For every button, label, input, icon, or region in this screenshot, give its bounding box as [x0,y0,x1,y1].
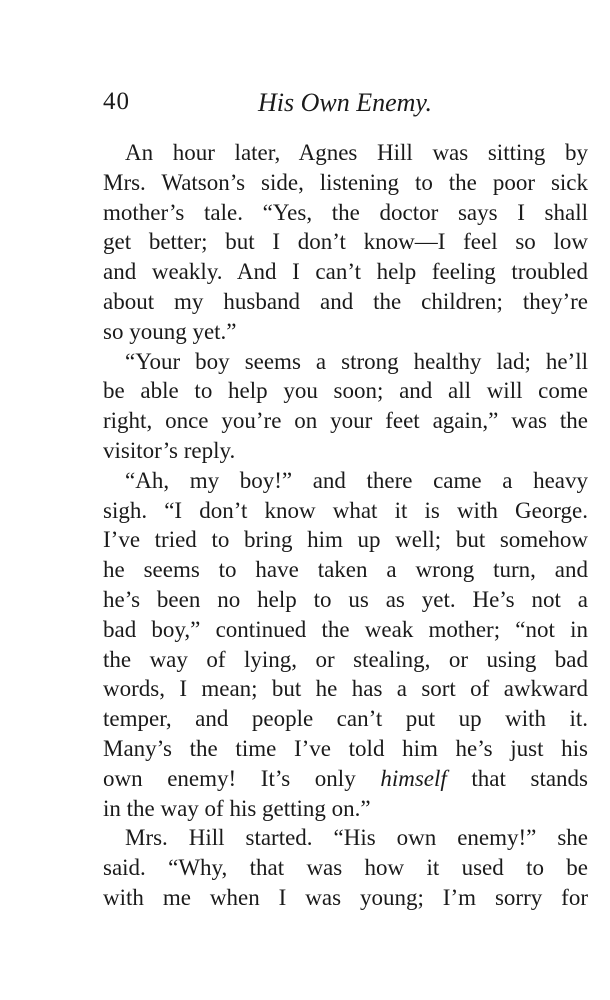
running-title: His Own Enemy. [258,88,433,117]
text-line: get better; but I don’t know—I feel so low [103,229,588,255]
text-line: “Your boy seems a strong healthy lad; he’ll [125,348,588,374]
text-line: Mrs. Watson’s side, listening to the poor sick [103,169,588,195]
text-line: about my husband and the children; they’re [103,288,588,314]
text-line: “Ah, my boy!” and there came a heavy [125,467,588,493]
text-line [103,764,588,794]
text-line: and weakly. And I can’t help feeling troubled [103,259,588,285]
text-line: be able to help you soon; and all will come [103,378,588,404]
text-line: the way of lying, or stealing, or using bad [103,646,588,672]
page-header [103,88,588,122]
body-text [103,138,588,913]
text-line: Many’s the time I’ve told him he’s just his [103,735,588,761]
text-line: mother’s tale. “Yes, the doctor says I shall [103,199,588,225]
text-line: in the way of his getting on.” [103,795,371,821]
page-number: 40 [103,88,130,115]
text-line: so young yet.” [103,318,237,344]
text-segment: own enemy! It’s only [103,765,381,791]
text-line: bad boy,” continued the weak mother; “not in [103,616,588,642]
text-line: sigh. “I don’t know what it is with George. [103,497,588,523]
text-line: An hour later, Agnes Hill was sitting by [125,140,588,165]
text-line: right, once you’re on your feet again,” was the [103,408,588,434]
text-segment: that stands [446,765,588,791]
text-line: I’ve tried to bring him up well; but somehow [103,527,588,553]
text-line: Mrs. Hill started. “His own enemy!” she [125,825,588,851]
text-line: said. “Why, that was how it used to be [103,855,588,881]
text-line: with me when I was young; I’m sorry for [103,884,588,910]
text-line: temper, and people can’t put up with it. [103,706,588,732]
emphasis-text: himself [380,765,447,791]
text-line: words, I mean; but he has a sort of awkward [103,676,588,702]
text-line: he seems to have taken a wrong turn, and [103,557,588,583]
text-line: he’s been no help to us as yet. He’s not a [103,586,588,612]
text-line: visitor’s reply. [103,437,236,463]
